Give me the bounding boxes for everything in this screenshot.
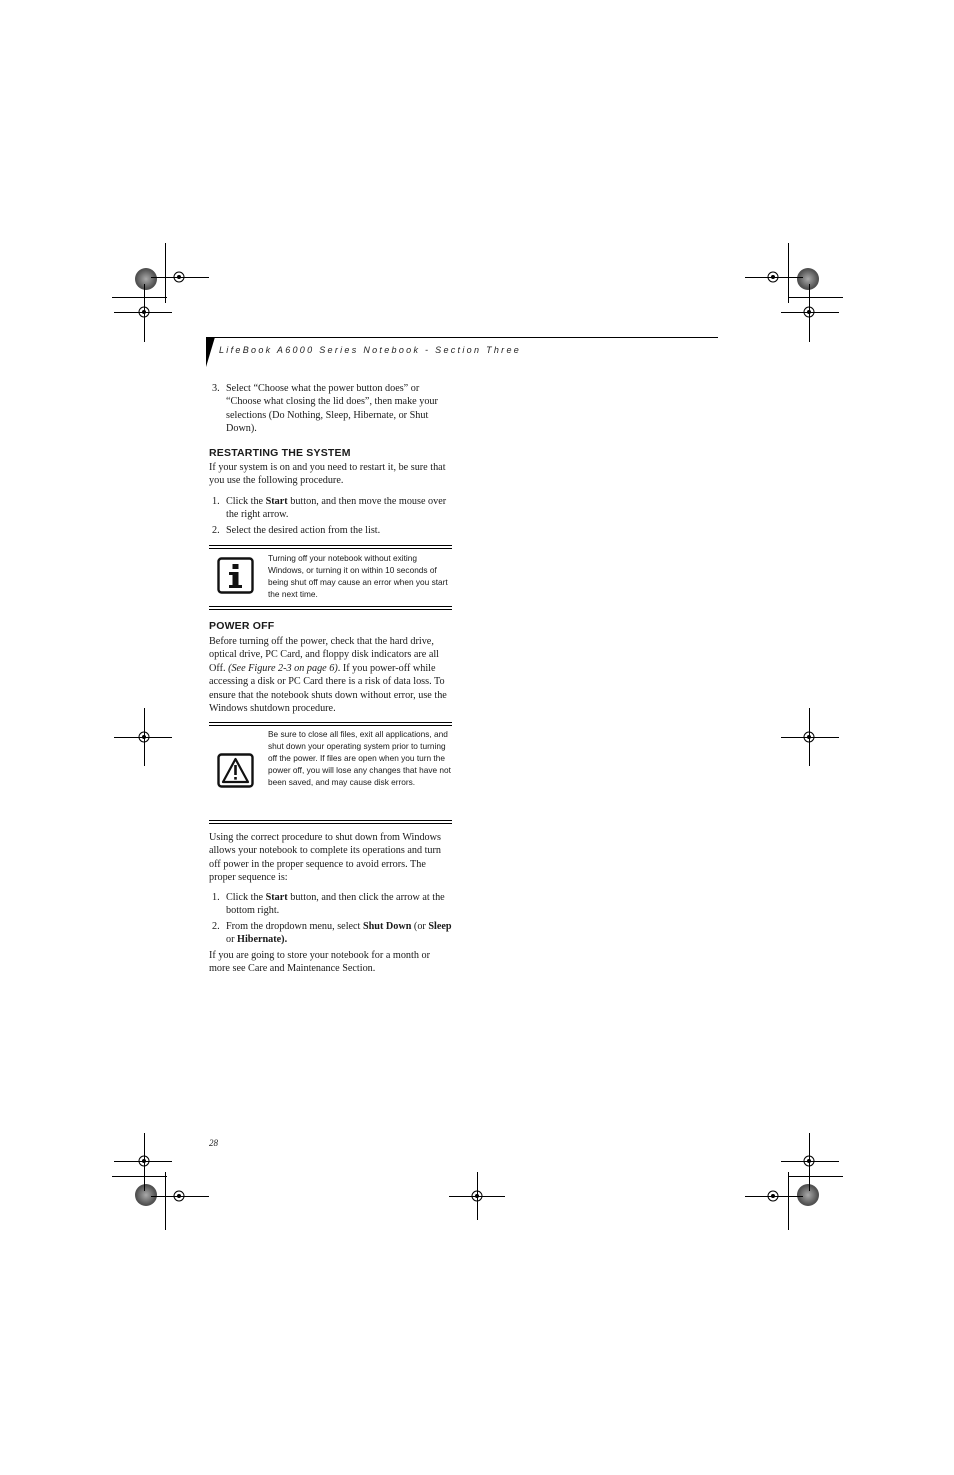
note-rule-top <box>209 545 452 549</box>
registration-mark-icon <box>172 270 186 284</box>
section-heading-restart: RESTARTING THE SYSTEM <box>209 447 351 459</box>
list-text: Select “Choose what the power button does” or “Choose what closing the lid does”, then make your selections (Do Nothing, Sleep, Hibernate, or Shut Down). <box>226 383 438 435</box>
list-text: From the dropdown menu, select Shut Down (or Sleep or Hibernate). <box>226 921 452 946</box>
list-number: 1. <box>212 892 220 903</box>
running-header: LifeBook A6000 Series Notebook - Section Three <box>219 345 522 355</box>
registration-ball <box>135 268 157 290</box>
note-rule-bottom <box>209 820 452 824</box>
list-item <box>209 920 452 948</box>
power-off-paragraph: Before turning off the power, check that the hard drive, optical drive, PC Card, and floppy disk indicators are all Off. (See Figure 2-3 on page 6). If you power-off while accessing a disk or PC Card there is a risk of data loss. To ensure that the notebook shuts down without error, use the Windows shutdown procedure. <box>209 636 447 715</box>
list-text: Click the Start button, and then click the arrow at the bottom right. <box>226 892 445 917</box>
registration-mark-icon <box>137 1154 151 1168</box>
header-rule <box>207 337 718 338</box>
list-item <box>209 891 452 919</box>
warning-note-text: Be sure to close all files, exit all applications, and shut down your operating system prior to turning off the power. If files are open when you turn the power off, you will lose any changes that have not been saved, and may cause disk errors. <box>268 729 451 787</box>
list-text: Select the desired action from the list. <box>226 525 381 536</box>
registration-ball <box>797 1184 819 1206</box>
info-note-text: Turning off your notebook without exiting Windows, or turning it on within 10 seconds of being shut off may cause an error when you start the next time. <box>268 553 448 599</box>
note-rule-bottom <box>209 606 452 610</box>
info-icon <box>217 557 254 594</box>
registration-mark-icon <box>766 1189 780 1203</box>
warning-icon <box>217 753 254 788</box>
registration-mark-icon <box>137 305 151 319</box>
registration-ball <box>135 1184 157 1206</box>
registration-mark-icon <box>802 305 816 319</box>
header-tab <box>206 337 215 367</box>
list-text: Click the Start button, and then move the mouse over the right arrow. <box>226 496 447 521</box>
registration-ball <box>797 268 819 290</box>
restart-intro: If your system is on and you need to restart it, be sure that you use the following procedure. <box>209 462 446 487</box>
registration-mark-icon <box>470 1189 484 1203</box>
list-item <box>209 382 452 436</box>
shutdown-intro: Using the correct procedure to shut down from Windows allows your notebook to complete its operations and turn off power in the proper sequence to avoid errors. The proper sequence is: <box>209 832 442 884</box>
list-number: 2. <box>212 921 220 932</box>
storage-paragraph: If you are going to store your notebook for a month or more see Care and Maintenance Section. <box>209 950 430 975</box>
registration-mark-icon <box>802 730 816 744</box>
list-number: 2. <box>212 525 220 536</box>
list-item <box>209 495 452 523</box>
list-number: 3. <box>212 383 220 394</box>
list-number: 1. <box>212 496 220 507</box>
section-heading-power-off: POWER OFF <box>209 620 275 632</box>
registration-mark-icon <box>172 1189 186 1203</box>
page-number: 28 <box>209 1138 218 1148</box>
registration-mark-icon <box>137 730 151 744</box>
list-item <box>209 524 452 538</box>
note-rule-top <box>209 722 452 726</box>
registration-mark-icon <box>802 1154 816 1168</box>
registration-mark-icon <box>766 270 780 284</box>
